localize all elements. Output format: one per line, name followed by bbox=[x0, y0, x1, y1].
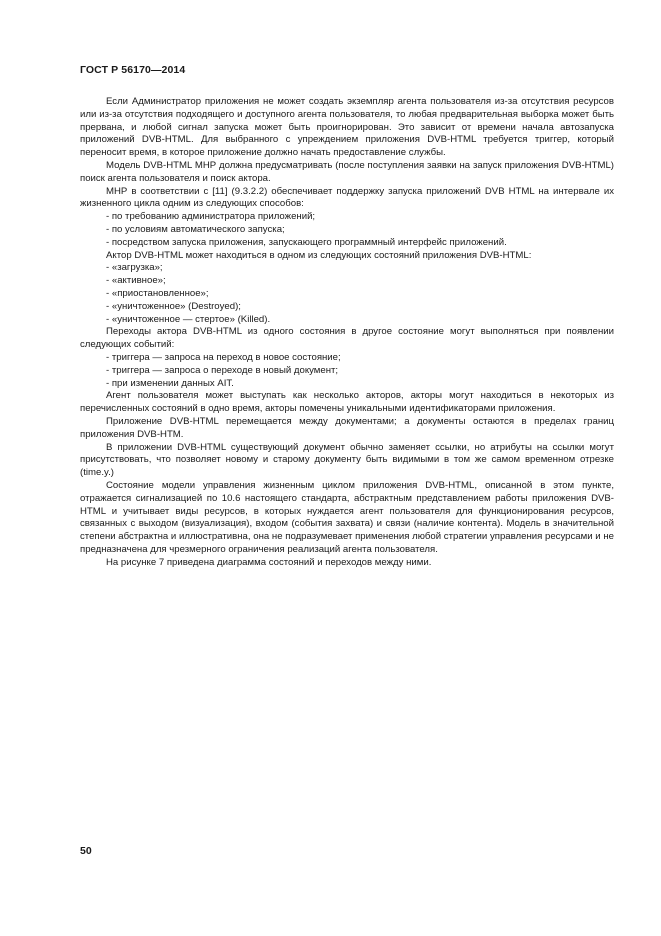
list-item: - «активное»; bbox=[106, 275, 166, 287]
paragraph: Модель DVB-HTML МНР должна предусматривать (после поступления заявки на запуск приложения DVB-HTML) поиск агента пользователя и поиск актора. bbox=[80, 159, 614, 184]
list-intro: Актор DVB-HTML может находиться в одном из следующих состояний приложения DVB-HTML: bbox=[106, 249, 532, 261]
list-item: - «уничтоженное — стертое» (Killed). bbox=[106, 313, 271, 325]
paragraph: Агент пользователя может выступать как несколько акторов, акторы могут находиться в некоторых из перечисленных состояний в одно время, акторы помечены уникальными идентификаторами приложения. bbox=[80, 390, 614, 415]
page-number: 50 bbox=[80, 845, 92, 857]
list-item: - триггера — запроса на переход в новое состояние; bbox=[106, 351, 341, 363]
list-item: - по требованию администратора приложений; bbox=[106, 211, 316, 223]
list-item: - при изменении данных AIT. bbox=[106, 377, 234, 389]
body-text bbox=[80, 96, 614, 569]
paragraph: МНР в соответствии с [11] (9.3.2.2) обеспечивает поддержку запуска приложений DVB HTML на интервале их жизненного цикла одним из следующих способов: bbox=[80, 185, 614, 210]
document-header: ГОСТ Р 56170—2014 bbox=[80, 64, 186, 76]
paragraph: На рисунке 7 приведена диаграмма состояний и переходов между ними. bbox=[106, 556, 432, 568]
paragraph: Приложение DVB-HTML перемещается между документами; а документы остаются в пределах границ приложения DVB-HTM. bbox=[80, 415, 614, 440]
paragraph: Состояние модели управления жизненным циклом приложения DVB-HTML, описанной в этом пункте, отражается сигнализацией по 10.6 настоящего стандарта, абстрактным представлением работы приложения DVB-HTML и учитывает виды ресурсов, в которых нуждается агент пользователя для функционирования ресурсов, связанных с выходом (визуализация), входом (события захвата) и связи (наличие контента). Модель в значительной степени абстрактна и иллюстративна, она не подразумевает применения любой стратегии управления ресурсами и не предназначена для чрезмерного ограничения реализаций агента пользователя. bbox=[80, 479, 614, 555]
list-item: - посредством запуска приложения, запускающего программный интерфейс приложений. bbox=[106, 236, 507, 248]
list-item: - триггера — запроса о переходе в новый документ; bbox=[106, 364, 339, 376]
paragraph: Если Администратор приложения не может создать экземпляр агента пользователя из-за отсутствия ресурсов или из-за отсутствия подходящего и доступного агента пользователя, то любая предварительная выборка может быть прервана, и любой сигнал запуска может быть проигнорирован. Это зависит от времени начала автозапуска приложений DVB-HTML. Для выбранного с упреждением приложения DVB-HTML требуется триггер, который переносит время, в которое приложение должно начать предоставление службы. bbox=[80, 96, 614, 159]
list-item: - по условиям автоматического запуска; bbox=[106, 223, 285, 235]
list-item: - «приостановленное»; bbox=[106, 287, 209, 299]
paragraph: В приложении DVB-HTML существующий документ обычно заменяет ссылки, но атрибуты на ссылки могут присутствовать, что позволяет новому и старому документу быть видимыми в том же самом временном отрезке (time.y.) bbox=[80, 441, 614, 479]
list-item: - «загрузка»; bbox=[106, 262, 163, 274]
paragraph: Переходы актора DVB-HTML из одного состояния в другое состояние могут выполняться при появлении следующих событий: bbox=[80, 326, 614, 351]
list-item: - «уничтоженное» (Destroyed); bbox=[106, 300, 241, 312]
